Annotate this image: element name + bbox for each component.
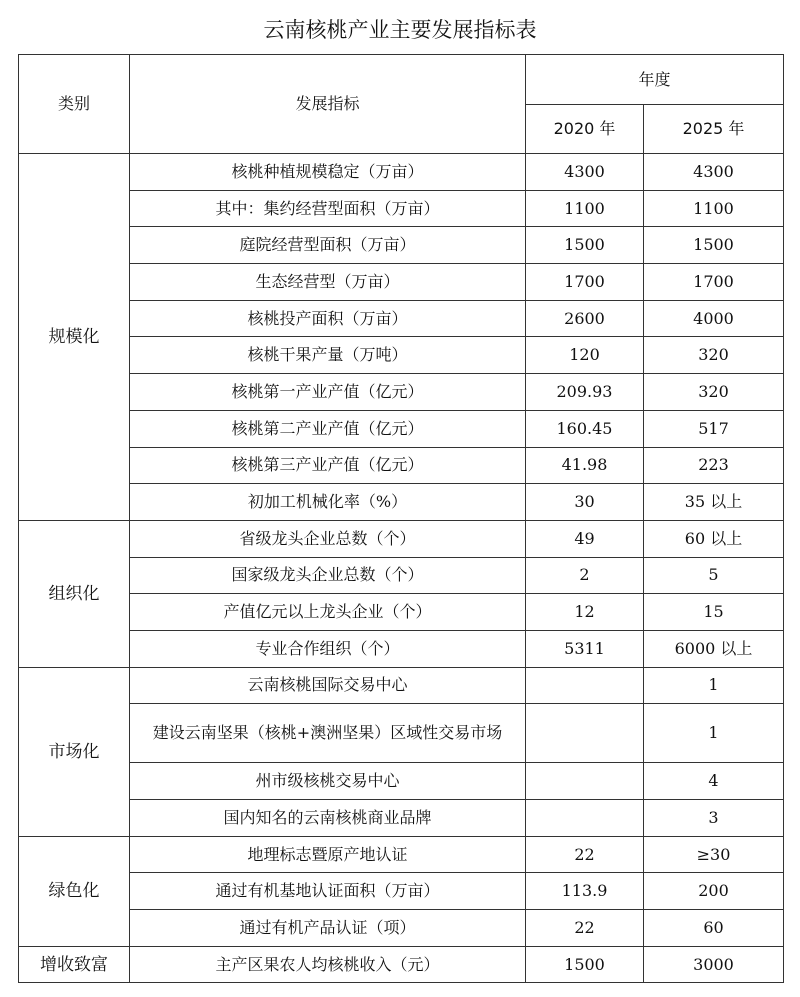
value-2020-cell: 22: [526, 910, 644, 947]
value-2025-cell: 60: [644, 910, 784, 947]
indicator-cell: 核桃投产面积（万亩）: [130, 300, 526, 337]
value-2020-cell: 30: [526, 484, 644, 521]
indicator-cell: 建设云南坚果（核桃+澳洲坚果）区域性交易市场: [130, 704, 526, 763]
table-row: [19, 520, 784, 557]
value-2020-cell: 12: [526, 594, 644, 631]
value-2025-cell: 4000: [644, 300, 784, 337]
indicator-cell: 云南核桃国际交易中心: [130, 667, 526, 704]
category-cell: 绿色化: [19, 836, 130, 946]
category-cell: 市场化: [19, 667, 130, 836]
header-category: 类别: [19, 55, 130, 154]
value-2025-cell: 4300: [644, 154, 784, 191]
table-row: [19, 154, 784, 191]
indicator-cell: 其中：集约经营型面积（万亩）: [130, 190, 526, 227]
indicator-cell: 核桃第一产业产值（亿元）: [130, 374, 526, 411]
table-header: [19, 55, 784, 154]
value-2025-cell: 320: [644, 374, 784, 411]
table-row: [19, 800, 784, 837]
indicator-cell: 专业合作组织（个）: [130, 630, 526, 667]
table-row: [19, 630, 784, 667]
page-title: 云南核桃产业主要发展指标表: [263, 18, 537, 42]
value-2020-cell: 1100: [526, 190, 644, 227]
value-2020-cell: [526, 667, 644, 704]
indicator-cell: 核桃种植规模稳定（万亩）: [130, 154, 526, 191]
indicator-cell: 国内知名的云南核桃商业品牌: [130, 800, 526, 837]
value-2020-cell: 41.98: [526, 447, 644, 484]
value-2020-cell: 4300: [526, 154, 644, 191]
value-2020-cell: 1500: [526, 227, 644, 264]
value-2025-cell: 4: [644, 763, 784, 800]
indicator-cell: 庭院经营型面积（万亩）: [130, 227, 526, 264]
indicator-cell: 地理标志暨原产地认证: [130, 836, 526, 873]
category-cell: 增收致富: [19, 946, 130, 983]
value-2025-cell: 1100: [644, 190, 784, 227]
value-2025-cell: 15: [644, 594, 784, 631]
indicator-cell: 国家级龙头企业总数（个）: [130, 557, 526, 594]
indicator-cell: 通过有机基地认证面积（万亩）: [130, 873, 526, 910]
table-row: [19, 300, 784, 337]
value-2025-cell: 3: [644, 800, 784, 837]
value-2025-cell: 1: [644, 667, 784, 704]
value-2020-cell: 2600: [526, 300, 644, 337]
value-2025-cell: 517: [644, 410, 784, 447]
table-row: [19, 873, 784, 910]
table-row: [19, 374, 784, 411]
table-row: [19, 763, 784, 800]
value-2025-cell: 60 以上: [644, 520, 784, 557]
table-row: [19, 946, 784, 983]
table-row: [19, 337, 784, 374]
value-2020-cell: 120: [526, 337, 644, 374]
value-2025-cell: 3000: [644, 946, 784, 983]
indicator-cell: 核桃第二产业产值（亿元）: [130, 410, 526, 447]
indicator-cell: 州市级核桃交易中心: [130, 763, 526, 800]
value-2025-cell: 1700: [644, 264, 784, 301]
value-2025-cell: 223: [644, 447, 784, 484]
table-row: [19, 704, 784, 763]
indicator-cell: 省级龙头企业总数（个）: [130, 520, 526, 557]
value-2025-cell: 1500: [644, 227, 784, 264]
value-2020-cell: [526, 704, 644, 763]
table-row: [19, 227, 784, 264]
value-2025-cell: 200: [644, 873, 784, 910]
table-row: [19, 594, 784, 631]
table-row: [19, 190, 784, 227]
indicator-cell: 核桃干果产量（万吨）: [130, 337, 526, 374]
value-2025-cell: 35 以上: [644, 484, 784, 521]
category-cell: 规模化: [19, 154, 130, 521]
value-2020-cell: 49: [526, 520, 644, 557]
value-2020-cell: 209.93: [526, 374, 644, 411]
table-body: [19, 154, 784, 983]
category-cell: 组织化: [19, 520, 130, 667]
value-2020-cell: 2: [526, 557, 644, 594]
table-row: [19, 836, 784, 873]
table-row: [19, 484, 784, 521]
indicator-table: [18, 54, 784, 983]
table-row: [19, 410, 784, 447]
value-2020-cell: [526, 763, 644, 800]
table-row: [19, 264, 784, 301]
header-indicator: 发展指标: [130, 55, 526, 154]
value-2020-cell: 160.45: [526, 410, 644, 447]
table-row: [19, 667, 784, 704]
indicator-cell: 主产区果农人均核桃收入（元）: [130, 946, 526, 983]
indicator-cell: 产值亿元以上龙头企业（个）: [130, 594, 526, 631]
table-row: [19, 910, 784, 947]
value-2020-cell: 1500: [526, 946, 644, 983]
value-2020-cell: 113.9: [526, 873, 644, 910]
value-2025-cell: ≥30: [644, 836, 784, 873]
indicator-cell: 核桃第三产业产值（亿元）: [130, 447, 526, 484]
header-year: 年度: [526, 55, 784, 105]
value-2025-cell: 5: [644, 557, 784, 594]
value-2020-cell: 22: [526, 836, 644, 873]
value-2025-cell: 6000 以上: [644, 630, 784, 667]
value-2020-cell: 1700: [526, 264, 644, 301]
header-2020: 2020 年: [526, 105, 644, 154]
header-2025: 2025 年: [644, 105, 784, 154]
value-2025-cell: 1: [644, 704, 784, 763]
table-row: [19, 557, 784, 594]
indicator-cell: 生态经营型（万亩）: [130, 264, 526, 301]
value-2020-cell: [526, 800, 644, 837]
indicator-cell: 通过有机产品认证（项）: [130, 910, 526, 947]
table-row: [19, 447, 784, 484]
indicator-cell: 初加工机械化率（%）: [130, 484, 526, 521]
value-2020-cell: 5311: [526, 630, 644, 667]
value-2025-cell: 320: [644, 337, 784, 374]
